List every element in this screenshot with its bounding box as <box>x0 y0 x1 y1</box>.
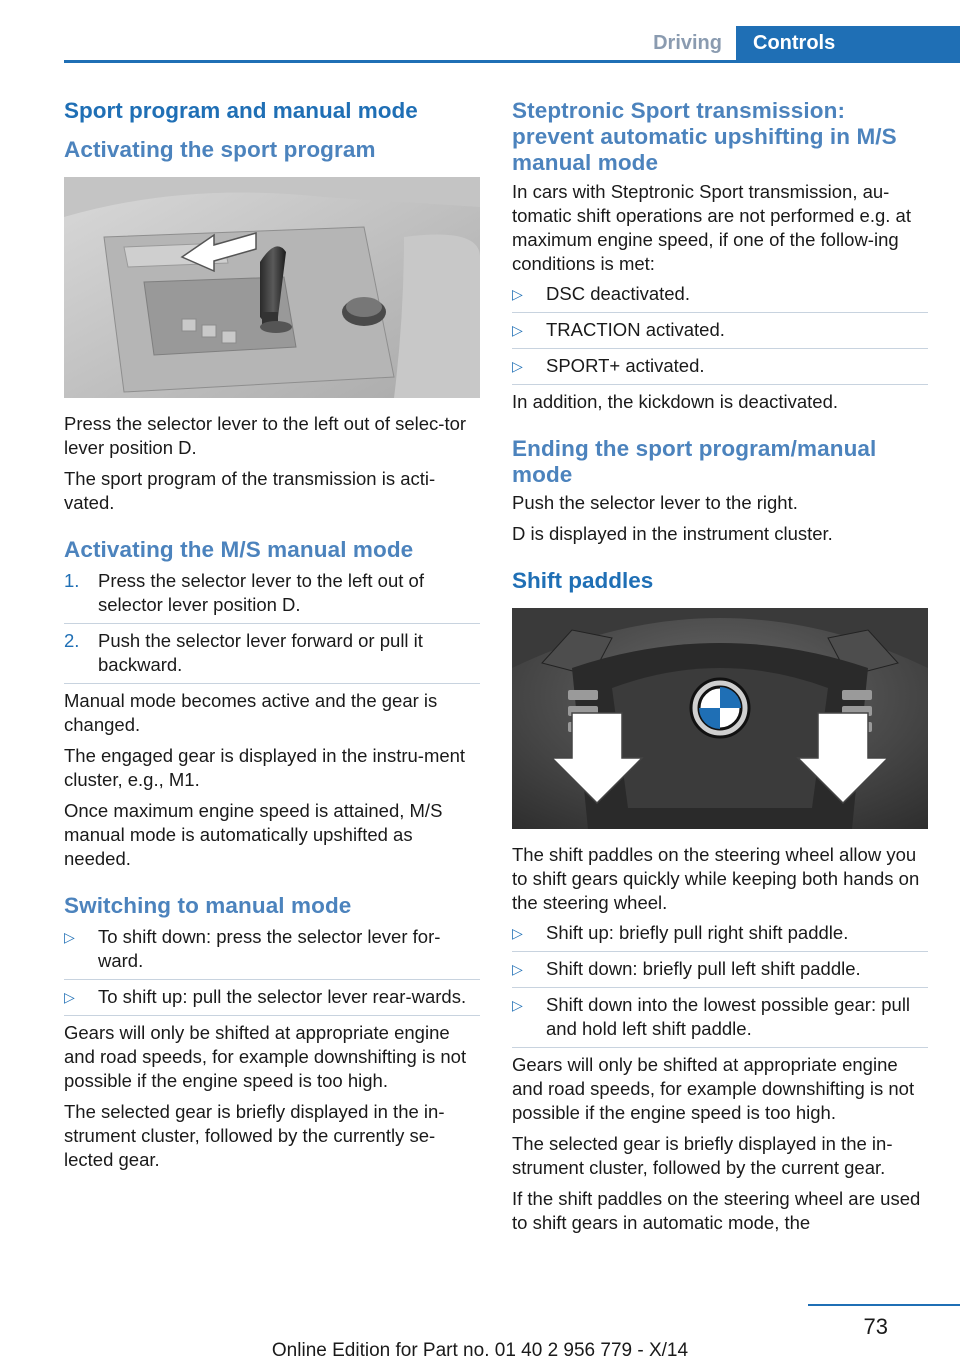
list-item <box>64 925 480 980</box>
right-column <box>512 98 928 1235</box>
footer-rule <box>808 1304 960 1306</box>
left-column <box>64 98 480 1172</box>
paddle-list <box>512 921 928 1048</box>
para-selected-gear: The selected gear is briefly displayed in the in‐strument cluster, followed by the current gear. <box>512 1133 893 1179</box>
para-max-speed: Once maximum engine speed is attained, M/S manual mode is automatically upshifted as needed. <box>64 799 443 869</box>
conditions-list <box>512 282 928 385</box>
list-item-text: SPORT+ activated. <box>546 354 705 376</box>
heading-steptronic: Steptronic Sport transmission: prevent automatic upshifting in M/S manual mode <box>512 98 897 175</box>
para-sport-activated: The sport program of the transmission is acti‐vated. <box>64 467 436 513</box>
switch-list <box>64 925 480 1016</box>
list-item <box>64 629 480 684</box>
list-item-text: Shift down: briefly pull left shift paddle. <box>546 958 861 980</box>
triangle-right-icon: ▷ <box>64 988 75 1005</box>
list-item-text: Shift down into the lowest possible gear: pull and hold left shift paddle. <box>546 994 911 1040</box>
heading-paddles: Shift paddles <box>512 568 654 594</box>
para-gears-shifted: Gears will only be shifted at appropriate engine and road speeds, for example downshifting is not possible if the engine speed is too high. <box>64 1021 467 1091</box>
list-item-text: To shift down: press the selector lever for‐ward. <box>98 925 441 971</box>
heading-ending: Ending the sport program/manual mode <box>512 435 877 487</box>
para-push-right: Push the selector lever to the right. <box>512 492 798 514</box>
para-press-left: Press the selector lever to the left out of selec‐tor lever position D. <box>64 412 467 458</box>
steering-wheel-photo <box>512 608 928 829</box>
list-item <box>512 318 928 349</box>
list-item <box>64 985 480 1016</box>
selector-lever-photo <box>64 177 480 398</box>
step-number: 1. <box>64 569 80 591</box>
heading-activating-sport: Activating the sport program <box>64 136 376 162</box>
header-rule <box>64 60 960 63</box>
para-paddles-intro: The shift paddles on the steering wheel allow you to shift gears quickly while keeping both hands on the steering wheel. <box>512 844 920 914</box>
step-text: Press the selector lever to the left out of selector lever position D. <box>98 569 424 615</box>
para-engaged-gear: The engaged gear is displayed in the instru‐ment cluster, e.g., M1. <box>64 744 466 790</box>
page-number: 73 <box>863 1314 888 1339</box>
list-item <box>512 921 928 952</box>
triangle-right-icon: ▷ <box>512 357 523 374</box>
triangle-right-icon: ▷ <box>64 928 75 945</box>
list-item <box>512 957 928 988</box>
triangle-right-icon: ▷ <box>512 997 523 1014</box>
list-item-text: To shift up: pull the selector lever rear‐wards. <box>98 985 467 1007</box>
list-item <box>512 282 928 313</box>
header-tab-controls: Controls <box>736 26 960 63</box>
list-item <box>64 569 480 624</box>
para-d-displayed: D is displayed in the instrument cluster. <box>512 523 833 545</box>
footer-edition: Online Edition for Part no. 01 40 2 956 779 - X/14 <box>271 1340 689 1361</box>
list-item-text: Shift up: briefly pull right shift paddle. <box>546 922 849 944</box>
heading-activating-ms: Activating the M/S manual mode <box>64 536 414 562</box>
para-kickdown: In addition, the kickdown is deactivated. <box>512 390 838 412</box>
list-item-text: DSC deactivated. <box>546 282 690 304</box>
para-manual-active: Manual mode becomes active and the gear is changed. <box>64 689 438 735</box>
heading-sport-manual: Sport program and manual mode <box>64 98 418 123</box>
para-auto-mode: If the shift paddles on the steering wheel are used to shift gears in automatic mode, the <box>512 1188 921 1234</box>
list-item <box>512 354 928 385</box>
header-section-driving: Driving <box>653 32 722 54</box>
list-item-text: TRACTION activated. <box>546 318 725 340</box>
step-number: 2. <box>64 629 80 651</box>
triangle-right-icon: ▷ <box>512 925 523 942</box>
para-gears-shifted: Gears will only be shifted at appropriate engine and road speeds, for example downshifting is not possible if the engine speed is too high. <box>512 1054 915 1124</box>
heading-switching: Switching to manual mode <box>64 892 352 918</box>
ms-steps-list <box>64 569 480 684</box>
triangle-right-icon: ▷ <box>512 321 523 338</box>
step-text: Push the selector lever forward or pull it backward. <box>98 629 423 675</box>
para-selected-gear: The selected gear is briefly displayed in the in‐strument cluster, followed by the currently se‐lected gear. <box>64 1100 445 1170</box>
triangle-right-icon: ▷ <box>512 285 523 302</box>
list-item <box>512 993 928 1048</box>
triangle-right-icon: ▷ <box>512 961 523 978</box>
para-steptronic: In cars with Steptronic Sport transmission, au‐tomatic shift operations are not performed e.g. at maximum engine speed, if one of the follow‐ing conditions is met: <box>512 180 911 274</box>
